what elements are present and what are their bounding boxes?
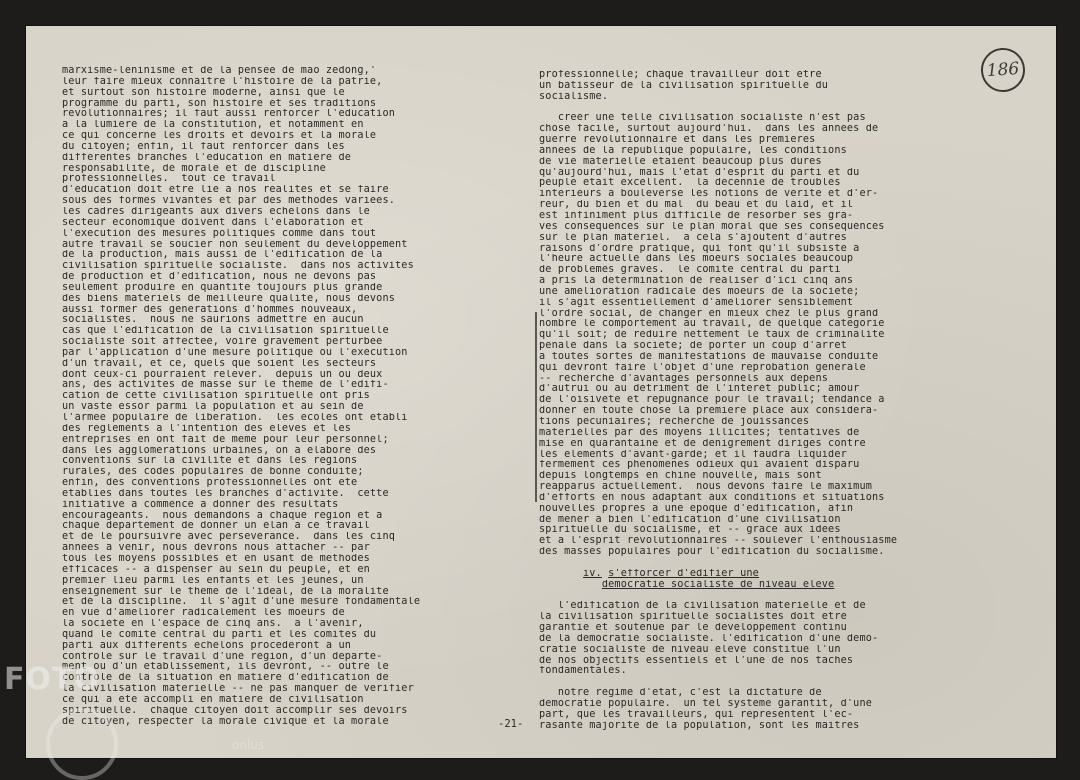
- text-line: qu'aujourd'hui, mais l'etat d'esprit du parti et du: [539, 167, 860, 178]
- text-line: raisons d'ordre pratique, qui font qu'il subsiste a: [539, 243, 860, 254]
- text-line: les elements d'avant-garde; et il faudra liquider: [539, 449, 847, 460]
- text-line: democratie populaire. un tel systeme garantit, d'une: [539, 698, 873, 709]
- text-line: d'efforts en nous adaptant aux conditions et situations: [539, 492, 885, 503]
- text-line: penale dans la societe; de porter un coup d'arret: [539, 341, 847, 352]
- text-line: notre regime d'etat, c'est la dictature de: [539, 688, 822, 699]
- text-line: responsabilite, de morale et de discipline: [62, 163, 326, 174]
- text-line: chose facile, surtout aujourd'hui. dans les annees de: [539, 124, 879, 135]
- text-line: par l'application d'une mesure politique ou l'execution: [62, 347, 408, 358]
- page-stamp: [980, 47, 1027, 94]
- text-line: de nos objectifs essentiels et l'une de nos taches: [539, 655, 854, 666]
- text-line: d'autrui ou au detriment de l'interet public; amour: [539, 384, 860, 395]
- text-line: reapparus actuellement. nous devons faire le maximum: [539, 482, 873, 493]
- text-line: est infiniment plus difficile de resorber ses gra-: [539, 210, 854, 221]
- text-line: chaque departement de donner un elan a ce travail: [62, 521, 370, 532]
- text-line: la civilisation materielle -- ne pas manquer de verifier: [62, 684, 414, 695]
- text-line: ce qui a ete accompli en matiere de civilisation: [62, 694, 364, 705]
- text-line: annees a venir, nous devrons nous attacher -- par: [62, 543, 370, 554]
- text-line: ment ou d'un etablissement, ils devront, -- outre le: [62, 662, 389, 673]
- section-heading: [539, 569, 939, 591]
- text-line: de problemes graves. le comite central du parti: [539, 265, 841, 276]
- text-line: interieurs a bouleverse les notions de verite et d'er-: [539, 189, 879, 200]
- text-line: de production et d'edification, nous ne devons pas: [62, 272, 377, 283]
- text-line: qu'il soit; de reduire nettement le taux de criminalite: [539, 330, 885, 341]
- text-line: tions pecuniaires; recherche de jouissances: [539, 417, 810, 427]
- text-line: en vue d'ameliorer radicalement les moeurs de: [62, 608, 345, 619]
- text-line: socialisme.: [539, 91, 609, 102]
- text-line: et a l'esprit revolutionnaires -- soulever l'enthousiasme: [539, 536, 898, 547]
- text-line: tous les moyens possibles et en usant de methodes: [62, 553, 370, 564]
- text-line: de citoyen, respecter la morale civique et la morale: [62, 716, 389, 727]
- section-title-line2: democratie socialiste de niveau eleve: [601, 579, 835, 590]
- watermark-ring: [46, 708, 118, 780]
- text-line: encourageants. nous demandons a chaque region et a: [62, 510, 383, 521]
- section-title-line1: s'efforcer d'edifier une: [608, 568, 759, 579]
- text-line: des biens materiels de meilleure qualite, nous devons: [62, 293, 396, 304]
- text-line: seulement produire en quantite toujours plus grande: [62, 282, 383, 293]
- text-line: secteur economique doivent dans l'elaboration et: [62, 217, 364, 228]
- text-line: programme du parti, son histoire et ses traditions: [62, 98, 377, 109]
- text-line: d'un travail, et ce, quels que soient les secteurs: [62, 358, 377, 369]
- text-line: socialistes. nous ne saurions admettre en aucun: [62, 315, 364, 326]
- text-line: il s'agit essentiellement d'ameliorer sensiblement: [539, 297, 854, 308]
- text-line: donner en toute chose la premiere place aux considera-: [539, 406, 879, 417]
- text-line: autre travail se soucier non seulement du developpement: [62, 239, 408, 250]
- text-line: dont ceux-ci pourraient relever. depuis un ou deux: [62, 369, 383, 380]
- text-line: rasante majorite de la population, sont les maitres: [539, 720, 860, 731]
- text-line: des reglements a l'intention des eleves et les: [62, 423, 352, 434]
- watermark-logo: FOTO: [4, 662, 100, 697]
- text-line: revolutionnaires; il faut aussi renforcer l'education: [62, 109, 396, 120]
- text-line: cratie socialiste de niveau eleve constitue l'un: [539, 644, 841, 655]
- text-line: sur le plan materiel. a cela s'ajoutent d'autres: [539, 232, 847, 243]
- text-line: depuis longtemps en chine nouvelle, mais sont: [539, 471, 822, 482]
- text-line: aussi former des generations d'hommes nouveaux,: [62, 304, 358, 315]
- text-line: dans les agglomerations urbaines, on a elabore des: [62, 445, 377, 456]
- text-line: socialiste soit affectee, voire gravement perturbee: [62, 337, 383, 348]
- text-line: l'edification de la civilisation materielle et de: [539, 601, 866, 612]
- text-line: cation de cette civilisation spirituelle ont pris: [62, 391, 370, 402]
- right-column: [539, 70, 939, 731]
- text-line: nombre le comportement au travail, de quelque categorie: [539, 319, 885, 330]
- text-line: un batisseur de la civilisation spirituelle du: [539, 80, 829, 91]
- text-line: etablies dans toutes les branches d'activite. cette: [62, 488, 389, 499]
- stamp-number: 186: [986, 58, 1020, 82]
- right-column-paragraph-b: [539, 688, 939, 731]
- text-line: l'armee populaire de liberation. les ecoles ont etabli: [62, 413, 408, 423]
- text-line: qui devront faire l'objet d'une reprobation generale: [539, 362, 866, 373]
- text-line: efficaces -- a dispenser au sein du peuple, et en: [62, 564, 370, 575]
- text-line: rurales, des codes populaires de bonne conduite;: [62, 467, 364, 478]
- text-line: entreprises en ont fait de meme pour leur personnel;: [62, 434, 389, 445]
- section-numeral: iv.: [582, 568, 602, 579]
- text-line: spirituelle. chaque citoyen doit accomplir ses devoirs: [62, 705, 408, 716]
- text-line: l'heure actuelle dans les moeurs sociales beaucoup: [539, 254, 854, 265]
- page-number: -21-: [498, 718, 524, 730]
- text-line: et surtout son histoire moderne, ainsi que le: [62, 87, 345, 98]
- text-line: parti aux differents echelons procederont a un: [62, 640, 352, 651]
- text-line: de mener a bien l'edification d'une civilisation: [539, 514, 841, 525]
- text-line: et de le poursuivre avec perseverance. dans les cinq: [62, 532, 396, 543]
- text-line: fondamentales.: [539, 666, 627, 677]
- text-line: nouvelles propres a une epoque d'edification, afin: [539, 503, 854, 514]
- text-line: des masses populaires pour l'edification du socialisme.: [539, 547, 885, 558]
- text-line: guerre revolutionnaire et dans les premieres: [539, 135, 816, 146]
- text-line: marxisme-leninisme et de la pensee de mao zedong,': [62, 66, 377, 76]
- text-line: enfin, des conventions professionnelles ont ete: [62, 478, 358, 489]
- text-line: -- recherche d'avantages personnels aux depens: [539, 373, 829, 384]
- text-line: l'ordre social, de changer en mieux chez le plus grand: [539, 308, 879, 319]
- text-line: professionnelle; chaque travailleur doit etre: [539, 70, 822, 80]
- text-line: garantie et soutenue par le developpement continu: [539, 623, 847, 634]
- text-line: controle sur le travail d'une region, d'un departe-: [62, 651, 383, 662]
- text-line: leur faire mieux connaitre l'histoire de la patrie,: [62, 76, 383, 87]
- right-column-top: [539, 70, 939, 103]
- text-line: a la lumiere de la constitution, et notamment en: [62, 120, 364, 131]
- text-line: sous des formes vivantes et par des methodes variees.: [62, 196, 396, 207]
- text-line: les cadres dirigeants aux divers echelons dans le: [62, 206, 370, 217]
- right-column-middle: [539, 113, 939, 558]
- text-line: a toutes sortes de manifestations de mauvaise conduite: [539, 351, 879, 362]
- text-line: quand le comite central du parti et les comites du: [62, 629, 377, 640]
- text-line: de la production, mais aussi de l'edification de la: [62, 250, 383, 261]
- text-line: un vaste essor parmi la population et au sein de: [62, 402, 364, 413]
- text-line: ce qui concerne les droits et devoirs et la morale: [62, 131, 377, 142]
- text-line: ans, des activites de masse sur le theme de l'edifi-: [62, 380, 389, 391]
- text-line: civilisation spirituelle socialiste. dans nos activites: [62, 261, 414, 272]
- text-line: materielles par des moyens illicites; tentatives de: [539, 427, 860, 438]
- text-line: a pris la determination de realiser d'ici cinq ans: [539, 276, 854, 287]
- text-line: la civilisation spirituelle socialistes doit etre: [539, 612, 847, 623]
- text-line: de vie materielle etaient beaucoup plus dures: [539, 156, 822, 167]
- text-line: du citoyen; enfin, il faut renforcer dans les: [62, 141, 345, 152]
- text-line: differentes branches l'education en matiere de: [62, 152, 352, 163]
- text-line: cas que l'edification de la civilisation spirituelle: [62, 326, 389, 337]
- text-line: initiative a commence a donner des resultats: [62, 499, 339, 510]
- text-line: enseignement sur le theme de l'ideal, de la moralite: [62, 586, 389, 597]
- text-line: une amelioration radicale des moeurs de la societe;: [539, 286, 860, 297]
- text-line: part, que les travailleurs, qui representent l'ec-: [539, 709, 854, 720]
- text-line: mise en quarantaine et de denigrement diriges contre: [539, 438, 866, 449]
- text-line: d'education doit etre lie a nos realites et se faire: [62, 185, 389, 196]
- text-line: l'execution des mesures politiques comme dans tout: [62, 228, 377, 239]
- text-line: et de la discipline. il s'agit d'une mesure fondamentale: [62, 597, 421, 608]
- text-line: reur, du bien et du mal du beau et du laid, et il: [539, 200, 854, 211]
- watermark-subtitle: onlus: [232, 738, 265, 752]
- text-line: de l'oisivete et repugnance pour le travail; tendance a: [539, 395, 885, 406]
- text-line: de la democratie socialiste. l'edification d'une demo-: [539, 633, 879, 644]
- text-line: ves consequences sur le plan moral que ses consequences: [539, 221, 885, 232]
- text-line: fermement ces phenomenes odieux qui avaient disparu: [539, 460, 860, 471]
- text-line: professionnelles. tout ce travail: [62, 174, 276, 185]
- text-line: peuple etait excellent. la decennie de troubles: [539, 178, 841, 189]
- text-line: la societe en l'espace de cinq ans. a l'avenir,: [62, 619, 364, 630]
- text-line: annees de la republique populaire, les conditions: [539, 145, 847, 156]
- text-line: conventions sur la civilite et dans les regions: [62, 456, 358, 467]
- margin-mark: [535, 312, 537, 502]
- document-page: [26, 26, 1056, 758]
- text-line: creer une telle civilisation socialiste n'est pas: [539, 113, 866, 124]
- left-column: [62, 66, 472, 727]
- text-line: spirituelle du socialisme, et -- grace aux idees: [539, 525, 841, 536]
- text-line: premier lieu parmi les enfants et les jeunes, un: [62, 575, 364, 586]
- right-column-paragraph-a: [539, 601, 939, 677]
- text-line: controle de la situation en matiere d'edification de: [62, 673, 389, 684]
